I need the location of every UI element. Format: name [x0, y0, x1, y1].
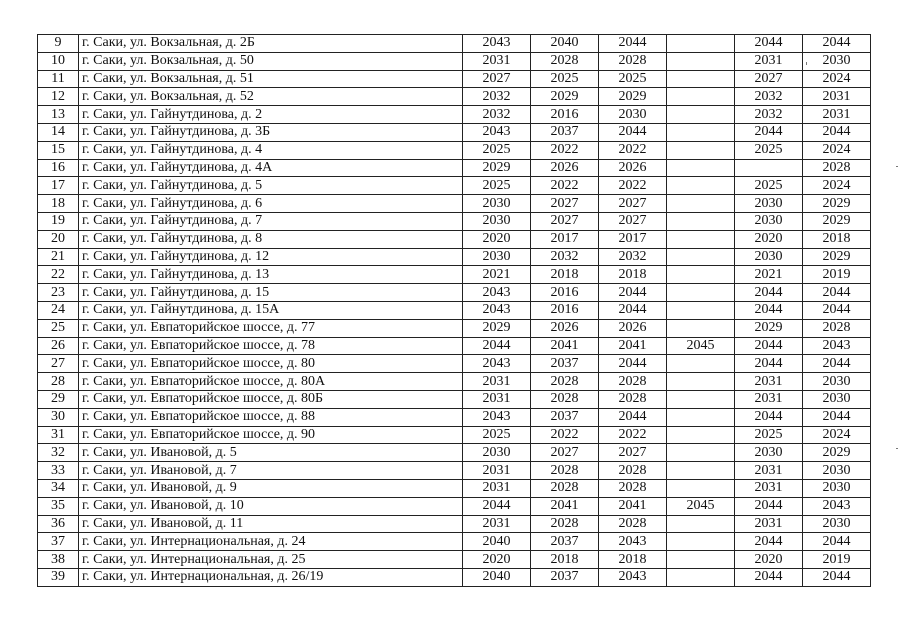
row-number: 24 [38, 301, 79, 319]
row-number: 31 [38, 426, 79, 444]
year-cell-5: 2044 [735, 408, 803, 426]
year-cell-5: 2025 [735, 177, 803, 195]
year-cell-6: 2030 [803, 52, 871, 70]
year-cell-2: 2016 [531, 106, 599, 124]
year-cell-3: 2022 [599, 426, 667, 444]
year-cell-5: 2044 [735, 533, 803, 551]
year-cell-3: 2029 [599, 88, 667, 106]
row-number: 15 [38, 141, 79, 159]
year-cell-6: 2019 [803, 551, 871, 569]
year-cell-3: 2044 [599, 355, 667, 373]
address-cell: г. Саки, ул. Вокзальная, д. 52 [79, 88, 463, 106]
year-cell-2: 2040 [531, 35, 599, 53]
year-cell-2: 2027 [531, 444, 599, 462]
row-number: 9 [38, 35, 79, 53]
row-number: 23 [38, 284, 79, 302]
year-cell-1: 2031 [463, 390, 531, 408]
table-row [38, 266, 871, 284]
address-cell: г. Саки, ул. Гайнутдинова, д. 2 [79, 106, 463, 124]
year-cell-6: 2024 [803, 426, 871, 444]
year-cell-4 [667, 212, 735, 230]
year-cell-5: 2031 [735, 390, 803, 408]
row-number: 36 [38, 515, 79, 533]
row-number: 29 [38, 390, 79, 408]
year-cell-1: 2027 [463, 70, 531, 88]
year-cell-2: 2037 [531, 533, 599, 551]
address-cell: г. Саки, ул. Евпаторийское шоссе, д. 77 [79, 319, 463, 337]
year-cell-3: 2028 [599, 462, 667, 480]
table-row [38, 497, 871, 515]
table-row [38, 355, 871, 373]
year-cell-5: 2027 [735, 70, 803, 88]
year-cell-2: 2032 [531, 248, 599, 266]
year-cell-2: 2022 [531, 426, 599, 444]
year-cell-3: 2018 [599, 266, 667, 284]
year-cell-5: 2031 [735, 462, 803, 480]
table-row [38, 337, 871, 355]
year-cell-5: 2044 [735, 301, 803, 319]
year-cell-5: 2032 [735, 88, 803, 106]
year-cell-6: 2043 [803, 497, 871, 515]
year-cell-6: 2030 [803, 373, 871, 391]
year-cell-1: 2043 [463, 301, 531, 319]
year-cell-6: 2019 [803, 266, 871, 284]
table-row [38, 301, 871, 319]
table-row [38, 551, 871, 569]
year-cell-5: 2029 [735, 319, 803, 337]
year-cell-3: 2030 [599, 106, 667, 124]
year-cell-5: 2031 [735, 373, 803, 391]
row-number: 12 [38, 88, 79, 106]
year-cell-4 [667, 195, 735, 213]
row-number: 28 [38, 373, 79, 391]
year-cell-5: 2025 [735, 141, 803, 159]
year-cell-4 [667, 248, 735, 266]
year-cell-3: 2028 [599, 52, 667, 70]
year-cell-4 [667, 70, 735, 88]
year-cell-2: 2037 [531, 568, 599, 586]
table-row [38, 444, 871, 462]
year-cell-2: 2041 [531, 497, 599, 515]
year-cell-2: 2028 [531, 515, 599, 533]
year-cell-5: 2030 [735, 195, 803, 213]
year-cell-2: 2028 [531, 479, 599, 497]
year-cell-4 [667, 479, 735, 497]
table-row [38, 230, 871, 248]
year-cell-3: 2041 [599, 337, 667, 355]
year-cell-1: 2031 [463, 373, 531, 391]
year-cell-4 [667, 35, 735, 53]
year-cell-4 [667, 141, 735, 159]
table-row [38, 88, 871, 106]
year-cell-1: 2030 [463, 444, 531, 462]
year-cell-5: 2044 [735, 35, 803, 53]
year-cell-3: 2027 [599, 212, 667, 230]
table-row [38, 195, 871, 213]
address-cell: г. Саки, ул. Гайнутдинова, д. 6 [79, 195, 463, 213]
address-cell: г. Саки, ул. Гайнутдинова, д. 12 [79, 248, 463, 266]
year-cell-1: 2040 [463, 533, 531, 551]
table-row [38, 568, 871, 586]
year-cell-1: 2030 [463, 195, 531, 213]
year-cell-3: 2025 [599, 70, 667, 88]
year-cell-5: 2030 [735, 444, 803, 462]
year-cell-1: 2020 [463, 551, 531, 569]
year-cell-6: 2029 [803, 248, 871, 266]
year-cell-5: 2044 [735, 355, 803, 373]
year-cell-2: 2041 [531, 337, 599, 355]
year-cell-3: 2044 [599, 35, 667, 53]
year-cell-5: 2020 [735, 551, 803, 569]
year-cell-1: 2025 [463, 141, 531, 159]
table-row [38, 533, 871, 551]
year-cell-6: 2030 [803, 390, 871, 408]
row-number: 18 [38, 195, 79, 213]
table-row [38, 390, 871, 408]
year-cell-2: 2022 [531, 141, 599, 159]
year-cell-6: 2030 [803, 462, 871, 480]
row-number: 10 [38, 52, 79, 70]
year-cell-2: 2026 [531, 159, 599, 177]
year-cell-5: 2031 [735, 52, 803, 70]
row-number: 20 [38, 230, 79, 248]
year-cell-4 [667, 284, 735, 302]
address-cell: г. Саки, ул. Гайнутдинова, д. 4 [79, 141, 463, 159]
year-cell-2: 2029 [531, 88, 599, 106]
year-cell-4 [667, 266, 735, 284]
year-cell-4 [667, 408, 735, 426]
scan-speck [896, 448, 898, 449]
address-cell: г. Саки, ул. Евпаторийское шоссе, д. 80Б [79, 390, 463, 408]
year-cell-2: 2027 [531, 212, 599, 230]
address-cell: г. Саки, ул. Евпаторийское шоссе, д. 90 [79, 426, 463, 444]
table-row [38, 248, 871, 266]
year-cell-1: 2043 [463, 35, 531, 53]
year-cell-3: 2026 [599, 159, 667, 177]
year-cell-4 [667, 426, 735, 444]
year-cell-1: 2021 [463, 266, 531, 284]
year-cell-1: 2025 [463, 177, 531, 195]
table-body [38, 35, 871, 587]
year-cell-6: 2029 [803, 212, 871, 230]
address-cell: г. Саки, ул. Гайнутдинова, д. 15А [79, 301, 463, 319]
year-cell-4 [667, 88, 735, 106]
address-cell: г. Саки, ул. Вокзальная, д. 50 [79, 52, 463, 70]
year-cell-2: 2037 [531, 408, 599, 426]
year-cell-2: 2016 [531, 301, 599, 319]
row-number: 32 [38, 444, 79, 462]
year-cell-4 [667, 462, 735, 480]
year-cell-1: 2032 [463, 88, 531, 106]
year-cell-2: 2028 [531, 390, 599, 408]
year-cell-6: 2044 [803, 301, 871, 319]
address-cell: г. Саки, ул. Гайнутдинова, д. 7 [79, 212, 463, 230]
year-cell-1: 2020 [463, 230, 531, 248]
year-cell-3: 2043 [599, 568, 667, 586]
row-number: 16 [38, 159, 79, 177]
year-cell-4 [667, 390, 735, 408]
year-cell-1: 2029 [463, 159, 531, 177]
year-cell-5: 2021 [735, 266, 803, 284]
year-cell-5: 2044 [735, 337, 803, 355]
year-cell-6: 2029 [803, 444, 871, 462]
year-cell-3: 2028 [599, 390, 667, 408]
year-cell-3: 2043 [599, 533, 667, 551]
year-cell-3: 2044 [599, 123, 667, 141]
year-cell-4 [667, 551, 735, 569]
year-cell-5: 2020 [735, 230, 803, 248]
year-cell-2: 2026 [531, 319, 599, 337]
row-number: 34 [38, 479, 79, 497]
year-cell-6: 2044 [803, 123, 871, 141]
address-cell: г. Саки, ул. Гайнутдинова, д. 15 [79, 284, 463, 302]
row-number: 11 [38, 70, 79, 88]
row-number: 33 [38, 462, 79, 480]
table-row [38, 408, 871, 426]
year-cell-1: 2029 [463, 319, 531, 337]
year-cell-2: 2028 [531, 52, 599, 70]
table-row [38, 479, 871, 497]
year-cell-2: 2027 [531, 195, 599, 213]
address-cell: г. Саки, ул. Ивановой, д. 7 [79, 462, 463, 480]
row-number: 35 [38, 497, 79, 515]
address-cell: г. Саки, ул. Интернациональная, д. 24 [79, 533, 463, 551]
year-cell-1: 2031 [463, 479, 531, 497]
year-cell-1: 2031 [463, 52, 531, 70]
year-cell-6: 2031 [803, 88, 871, 106]
year-cell-5: 2032 [735, 106, 803, 124]
year-cell-6: 2044 [803, 408, 871, 426]
year-cell-3: 2028 [599, 515, 667, 533]
table-row [38, 515, 871, 533]
year-cell-6: 2044 [803, 355, 871, 373]
year-cell-2: 2018 [531, 551, 599, 569]
year-cell-1: 2030 [463, 248, 531, 266]
address-cell: г. Саки, ул. Вокзальная, д. 2Б [79, 35, 463, 53]
row-number: 38 [38, 551, 79, 569]
table-row [38, 52, 871, 70]
year-cell-4 [667, 301, 735, 319]
year-cell-3: 2026 [599, 319, 667, 337]
row-number: 27 [38, 355, 79, 373]
year-cell-3: 2027 [599, 195, 667, 213]
year-cell-6: 2028 [803, 319, 871, 337]
address-cell: г. Саки, ул. Гайнутдинова, д. 13 [79, 266, 463, 284]
year-cell-3: 2027 [599, 444, 667, 462]
housing-schedule-table [37, 34, 871, 587]
year-cell-3: 2044 [599, 408, 667, 426]
year-cell-6: 2044 [803, 35, 871, 53]
address-cell: г. Саки, ул. Ивановой, д. 11 [79, 515, 463, 533]
year-cell-1: 2040 [463, 568, 531, 586]
table-row [38, 212, 871, 230]
address-cell: г. Саки, ул. Евпаторийское шоссе, д. 78 [79, 337, 463, 355]
year-cell-6: 2024 [803, 70, 871, 88]
row-number: 30 [38, 408, 79, 426]
year-cell-6: 2044 [803, 284, 871, 302]
year-cell-1: 2043 [463, 408, 531, 426]
year-cell-4 [667, 106, 735, 124]
year-cell-2: 2037 [531, 123, 599, 141]
year-cell-2: 2017 [531, 230, 599, 248]
year-cell-1: 2031 [463, 462, 531, 480]
year-cell-6: 2024 [803, 141, 871, 159]
table-row [38, 123, 871, 141]
year-cell-2: 2037 [531, 355, 599, 373]
year-cell-5: 2044 [735, 568, 803, 586]
year-cell-6: 2024 [803, 177, 871, 195]
table-row [38, 35, 871, 53]
scan-speck [896, 166, 898, 167]
table-row [38, 373, 871, 391]
address-cell: г. Саки, ул. Ивановой, д. 5 [79, 444, 463, 462]
table-row [38, 106, 871, 124]
year-cell-1: 2030 [463, 212, 531, 230]
table-row [38, 177, 871, 195]
address-cell: г. Саки, ул. Евпаторийское шоссе, д. 88 [79, 408, 463, 426]
year-cell-3: 2044 [599, 301, 667, 319]
year-cell-2: 2028 [531, 373, 599, 391]
year-cell-4 [667, 515, 735, 533]
year-cell-1: 2032 [463, 106, 531, 124]
year-cell-2: 2016 [531, 284, 599, 302]
year-cell-1: 2025 [463, 426, 531, 444]
year-cell-4 [667, 177, 735, 195]
address-cell: г. Саки, ул. Гайнутдинова, д. 4А [79, 159, 463, 177]
year-cell-4 [667, 123, 735, 141]
row-number: 22 [38, 266, 79, 284]
year-cell-1: 2044 [463, 497, 531, 515]
year-cell-3: 2041 [599, 497, 667, 515]
row-number: 37 [38, 533, 79, 551]
year-cell-5: 2030 [735, 212, 803, 230]
year-cell-6: 2030 [803, 479, 871, 497]
year-cell-5: 2031 [735, 479, 803, 497]
address-cell: г. Саки, ул. Интернациональная, д. 26/19 [79, 568, 463, 586]
row-number: 17 [38, 177, 79, 195]
address-cell: г. Саки, ул. Гайнутдинова, д. 8 [79, 230, 463, 248]
year-cell-6: 2028 [803, 159, 871, 177]
year-cell-4: 2045 [667, 497, 735, 515]
year-cell-4 [667, 373, 735, 391]
row-number: 21 [38, 248, 79, 266]
address-cell: г. Саки, ул. Гайнутдинова, д. 5 [79, 177, 463, 195]
year-cell-2: 2018 [531, 266, 599, 284]
year-cell-1: 2043 [463, 284, 531, 302]
year-cell-1: 2044 [463, 337, 531, 355]
year-cell-1: 2031 [463, 515, 531, 533]
year-cell-2: 2025 [531, 70, 599, 88]
year-cell-4 [667, 230, 735, 248]
year-cell-5: 2044 [735, 123, 803, 141]
year-cell-3: 2018 [599, 551, 667, 569]
table-row [38, 319, 871, 337]
year-cell-3: 2028 [599, 479, 667, 497]
year-cell-4 [667, 533, 735, 551]
year-cell-6: 2029 [803, 195, 871, 213]
year-cell-1: 2043 [463, 123, 531, 141]
year-cell-6: 2018 [803, 230, 871, 248]
year-cell-4 [667, 319, 735, 337]
address-cell: г. Саки, ул. Интернациональная, д. 25 [79, 551, 463, 569]
year-cell-6: 2044 [803, 533, 871, 551]
table-row [38, 462, 871, 480]
table-row [38, 284, 871, 302]
year-cell-3: 2017 [599, 230, 667, 248]
year-cell-4: 2045 [667, 337, 735, 355]
year-cell-3: 2028 [599, 373, 667, 391]
year-cell-2: 2022 [531, 177, 599, 195]
address-cell: г. Саки, ул. Вокзальная, д. 51 [79, 70, 463, 88]
year-cell-4 [667, 355, 735, 373]
year-cell-4 [667, 568, 735, 586]
table-row [38, 141, 871, 159]
address-cell: г. Саки, ул. Евпаторийское шоссе, д. 80А [79, 373, 463, 391]
address-cell: г. Саки, ул. Гайнутдинова, д. 3Б [79, 123, 463, 141]
year-cell-3: 2044 [599, 284, 667, 302]
year-cell-6: 2031 [803, 106, 871, 124]
row-number: 39 [38, 568, 79, 586]
row-number: 13 [38, 106, 79, 124]
year-cell-5: 2031 [735, 515, 803, 533]
row-number: 25 [38, 319, 79, 337]
table-row [38, 426, 871, 444]
year-cell-4 [667, 159, 735, 177]
address-cell: г. Саки, ул. Евпаторийское шоссе, д. 80 [79, 355, 463, 373]
year-cell-3: 2022 [599, 177, 667, 195]
table-row [38, 159, 871, 177]
year-cell-3: 2022 [599, 141, 667, 159]
year-cell-5: 2030 [735, 248, 803, 266]
row-number: 19 [38, 212, 79, 230]
year-cell-5: 2044 [735, 284, 803, 302]
year-cell-5: 2044 [735, 497, 803, 515]
year-cell-5 [735, 159, 803, 177]
year-cell-3: 2032 [599, 248, 667, 266]
year-cell-6: 2030 [803, 515, 871, 533]
year-cell-6: 2044 [803, 568, 871, 586]
year-cell-4 [667, 444, 735, 462]
year-cell-6: 2043 [803, 337, 871, 355]
address-cell: г. Саки, ул. Ивановой, д. 10 [79, 497, 463, 515]
year-cell-1: 2043 [463, 355, 531, 373]
year-cell-2: 2028 [531, 462, 599, 480]
year-cell-5: 2025 [735, 426, 803, 444]
year-cell-4 [667, 52, 735, 70]
table-row [38, 70, 871, 88]
address-cell: г. Саки, ул. Ивановой, д. 9 [79, 479, 463, 497]
scan-speck [806, 62, 807, 65]
row-number: 26 [38, 337, 79, 355]
row-number: 14 [38, 123, 79, 141]
